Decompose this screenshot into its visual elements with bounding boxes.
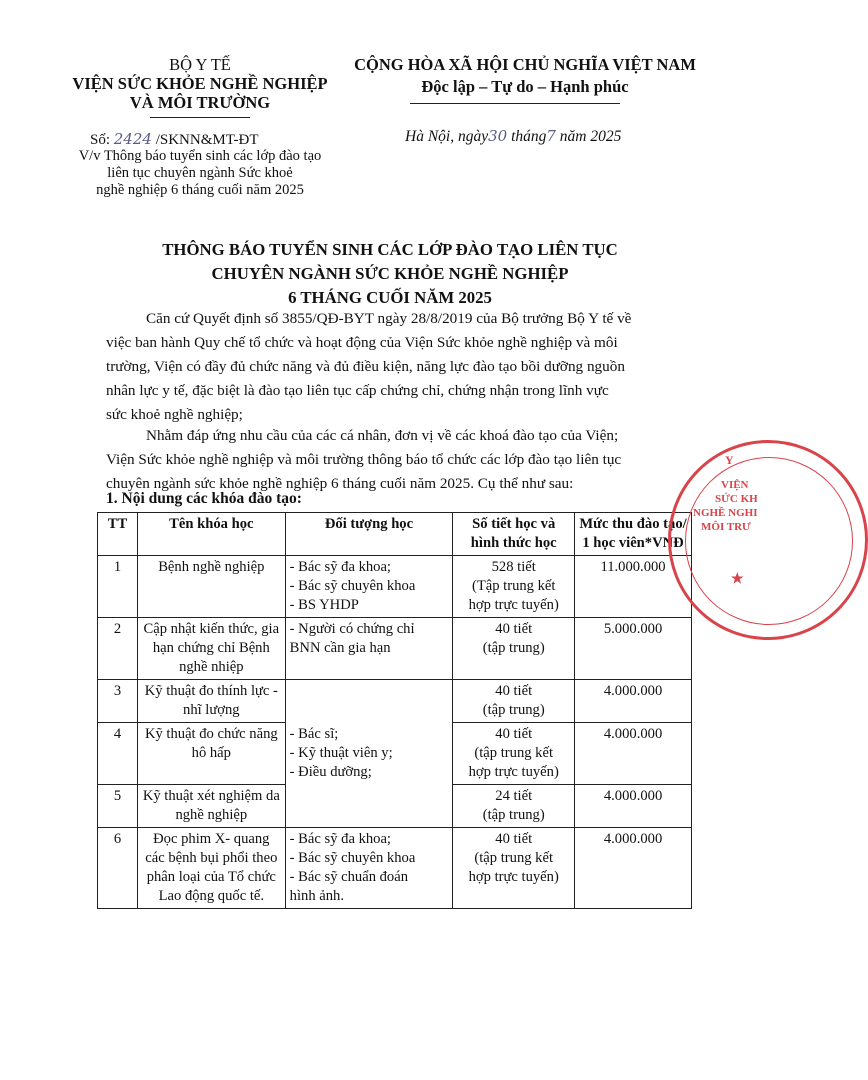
official-seal-stamp [668, 440, 868, 640]
cell-fee: 4.000.000 [575, 828, 692, 909]
country-name: CỘNG HÒA XÃ HỘI CHỦ NGHĨA VIỆT NAM [354, 55, 696, 74]
seal-text-line2: SỨC KH [715, 493, 758, 505]
p2-line: Viện Sức khỏe nghề nghiệp và môi trường thông báo tổ chức các lớp đào tạo liên tục [106, 451, 622, 468]
p1-line: nhân lực y tế, đặc biệt là đào tạo liên tục cấp chứng chỉ, chứng nhận trong lĩnh vực [106, 382, 609, 399]
audience-item: - Bác sỹ chuyên khoa [289, 850, 416, 866]
institute-name-line2: VÀ MÔI TRƯỜNG [129, 93, 271, 112]
cell-course-name: Kỹ thuật đo thính lực - nhĩ lượng [137, 680, 285, 723]
hours-line: hợp trực tuyến) [468, 764, 559, 780]
cell-course-name: Cập nhật kiến thức, gia hạn chứng chỉ Bệnh nghề nhiệp [137, 618, 285, 680]
seal-inner-ring [685, 457, 853, 625]
hours-line: 24 tiết [495, 788, 533, 804]
hours-line: (tập trung kết [474, 850, 554, 866]
audience-item: - Kỹ thuật viên y; [289, 745, 393, 761]
cell-fee: 5.000.000 [575, 618, 692, 680]
date-part3: năm 2025 [559, 128, 622, 145]
hours-line: (tập trung kết [474, 745, 554, 761]
cell-hours [453, 618, 575, 680]
hours-line: (Tập trung kết [471, 578, 556, 594]
col-header-audience: Đối tượng học [285, 513, 453, 556]
ministry-name: BỘ Y TẾ [169, 55, 231, 74]
seal-star-icon: ★ [731, 572, 744, 587]
subject-line3: nghề nghiệp 6 tháng cuối năm 2025 [96, 182, 304, 198]
audience-item: - Bác sỹ đa khoa; [289, 559, 391, 575]
cell-fee: 4.000.000 [575, 680, 692, 723]
seal-text-line1: VIỆN [721, 479, 749, 491]
subject-line2: liên tục chuyên ngành Sức khoẻ [107, 165, 293, 181]
section1-heading: 1. Nội dung các khóa đào tạo: [106, 490, 302, 507]
cell-tt: 6 [98, 828, 138, 909]
cell-tt: 3 [98, 680, 138, 723]
audience-item: hình ảnh. [289, 888, 344, 904]
audience-item: - Bác sĩ; [289, 726, 339, 742]
subject-block [45, 148, 355, 199]
audience-item: - BS YHDP [289, 597, 359, 613]
table-row [98, 556, 692, 618]
cell-fee: 4.000.000 [575, 785, 692, 828]
fee-header-line: 1 học viên*VNĐ [582, 535, 684, 551]
date-part2: tháng [511, 128, 547, 145]
p1-line: Căn cứ Quyết định số 3855/QĐ-BYT ngày 28/8/2019 của Bộ trưởng Bộ Y tế về [146, 310, 632, 327]
fee-header-line: Mức thu đào tạo/ [579, 516, 687, 532]
col-header-hours [453, 513, 575, 556]
cell-hours [453, 785, 575, 828]
paragraph-legal-basis [106, 307, 686, 427]
paragraph-purpose [106, 424, 686, 496]
cell-audience [285, 828, 453, 909]
cell-course-name: Kỹ thuật đo chức năng hô hấp [137, 723, 285, 785]
hours-line: 40 tiết [495, 831, 533, 847]
date-line [405, 127, 621, 146]
p1-line: trường, Viện có đầy đủ chức năng và đủ điều kiện, năng lực đào tạo bồi dưỡng nguồn [106, 358, 625, 375]
p1-line: việc ban hành Quy chế tổ chức và hoạt động của Viện Sức khỏe nghề nghiệp và môi [106, 334, 618, 351]
header-left-underline [150, 117, 250, 118]
institute-name-line1: VIỆN SỨC KHỎE NGHỀ NGHIỆP [72, 74, 328, 93]
number-handwritten: 2424 [113, 130, 152, 148]
courses-table [97, 512, 692, 909]
date-month: 7 [546, 127, 556, 145]
p1-line: sức khoẻ nghề nghiệp; [106, 406, 243, 423]
col-header-name: Tên khóa học [137, 513, 285, 556]
seal-top-letter: Y [725, 453, 734, 467]
cell-audience-shared [285, 680, 453, 828]
hours-line: 528 tiết [491, 559, 536, 575]
cell-tt: 2 [98, 618, 138, 680]
date-day: 30 [488, 127, 508, 145]
hours-header-line: Số tiết học và [472, 516, 556, 532]
hours-line: 40 tiết [495, 726, 533, 742]
cell-course-name: Đọc phim X- quang các bệnh bụi phổi theo phân loại của Tổ chức Lao động quốc tế. [137, 828, 285, 909]
audience-item: - Bác sỹ chuẩn đoán [289, 869, 409, 885]
audience-item: - Bác sỹ chuyên khoa [289, 578, 416, 594]
hours-line: hợp trực tuyến) [468, 597, 559, 613]
p2-line: Nhằm đáp ứng nhu cầu của các cá nhân, đơn vị về các khoá đào tạo của Viện; [146, 427, 619, 444]
hours-line: 40 tiết [495, 683, 533, 699]
hours-header-line: hình thức học [470, 535, 557, 551]
cell-course-name: Bệnh nghề nghiệp [137, 556, 285, 618]
hours-line: hợp trực tuyến) [468, 869, 559, 885]
hours-line: (tập trung) [482, 807, 545, 823]
cell-hours [453, 556, 575, 618]
cell-fee: 11.000.000 [575, 556, 692, 618]
table-row [98, 618, 692, 680]
audience-item: BNN cần gia hạn [289, 640, 391, 656]
title-line1: THÔNG BÁO TUYỂN SINH CÁC LỚP ĐÀO TẠO LIÊN TỤC [162, 240, 618, 259]
notice-title [60, 238, 720, 310]
p2-line: chuyên ngành sức khỏe nghề nghiệp 6 tháng cuối năm 2025. Cụ thể như sau: [106, 475, 574, 492]
seal-text-line3: NGHỀ NGHI [693, 507, 758, 519]
title-line3: 6 THÁNG CUỐI NĂM 2025 [288, 288, 492, 307]
cell-audience [285, 556, 453, 618]
hours-line: (tập trung) [482, 702, 545, 718]
document-number [90, 130, 259, 149]
title-line2: CHUYÊN NGÀNH SỨC KHỎE NGHỀ NGHIỆP [211, 264, 569, 283]
seal-text-line4: MÔI TRƯ [701, 521, 751, 533]
header-right-underline [410, 103, 620, 104]
cell-hours [453, 680, 575, 723]
hours-line: (tập trung) [482, 640, 545, 656]
date-part1: Hà Nội, ngày [405, 128, 489, 145]
cell-audience [285, 618, 453, 680]
audience-item: - Điều dưỡng; [289, 764, 372, 780]
number-prefix: Số: [90, 132, 111, 148]
number-suffix: /SKNN&MT-ĐT [155, 132, 259, 148]
cell-hours [453, 828, 575, 909]
cell-course-name: Kỹ thuật xét nghiệm da nghề nghiệp [137, 785, 285, 828]
table-row [98, 680, 692, 723]
table-header-row [98, 513, 692, 556]
cell-tt: 1 [98, 556, 138, 618]
audience-item: - Người có chứng chỉ [289, 621, 415, 637]
header-right-block [335, 55, 715, 96]
header-left-block [55, 55, 345, 112]
cell-fee: 4.000.000 [575, 723, 692, 785]
subject-line1: V/v Thông báo tuyển sinh các lớp đào tạo [78, 148, 322, 164]
cell-tt: 4 [98, 723, 138, 785]
motto: Độc lập – Tự do – Hạnh phúc [421, 77, 629, 96]
hours-line: 40 tiết [495, 621, 533, 637]
col-header-tt: TT [98, 513, 138, 556]
audience-item: - Bác sỹ đa khoa; [289, 831, 391, 847]
cell-hours [453, 723, 575, 785]
cell-tt: 5 [98, 785, 138, 828]
table-row [98, 828, 692, 909]
